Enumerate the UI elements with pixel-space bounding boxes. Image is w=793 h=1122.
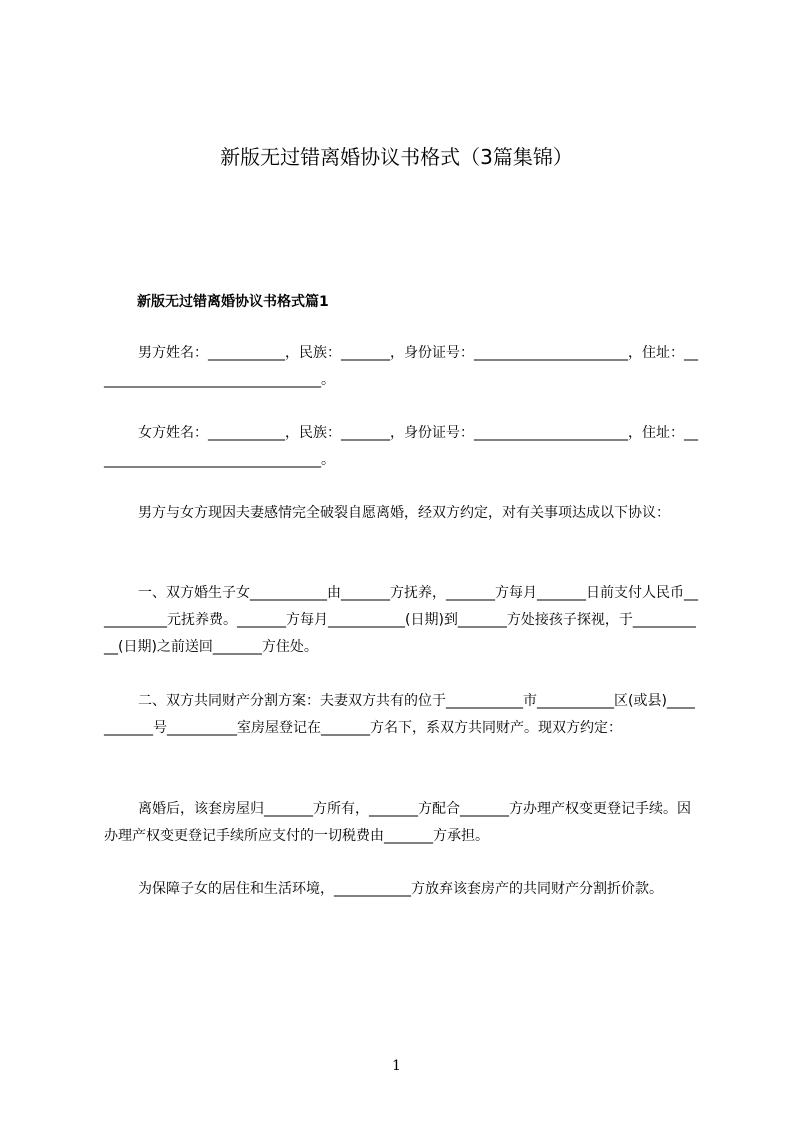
section-heading: 新版无过错离婚协议书格式篇1: [137, 294, 329, 310]
paragraph-female-info: 女方姓名：___________，民族：_______，身份证号：______________________，住址：_________________________________。: [104, 425, 698, 468]
paragraph-child-housing: 为保障子女的居住和生活环境，___________方放弃该套房产的共同财产分割折价款。: [138, 881, 663, 897]
document-title: 新版无过错离婚协议书格式（3篇集锦）: [220, 145, 573, 169]
paragraph-agreement-intro: 男方与女方现因夫妻感情完全破裂自愿离婚，经双方约定，对有关事项达成以下协议：: [138, 505, 670, 521]
paragraph-child-custody: 一、双方婚生子女___________由_______方抚养，_______方每月_______日前支付人民币___________元抚养费。_______方每月___________(日期)到_______方处接孩子探视，于___________(日期)之前送回_______方住处。: [104, 585, 698, 655]
page-number: 1: [392, 1058, 401, 1074]
paragraph-property-division: 二、双方共同财产分割方案：夫妻双方共有的位于___________市___________区(或县)___________号__________室房屋登记在_______方名下，系双方共同财产。现双方约定：: [104, 693, 695, 736]
paragraph-house-ownership: 离婚后，该套房屋归_______方所有，_______方配合_______方办理产权变更登记手续。因办理产权变更登记手续所应支付的一切税费由_______方承担。: [104, 801, 691, 844]
paragraph-male-info: 男方姓名：___________，民族：_______，身份证号：______________________，住址：_________________________________。: [104, 345, 698, 388]
